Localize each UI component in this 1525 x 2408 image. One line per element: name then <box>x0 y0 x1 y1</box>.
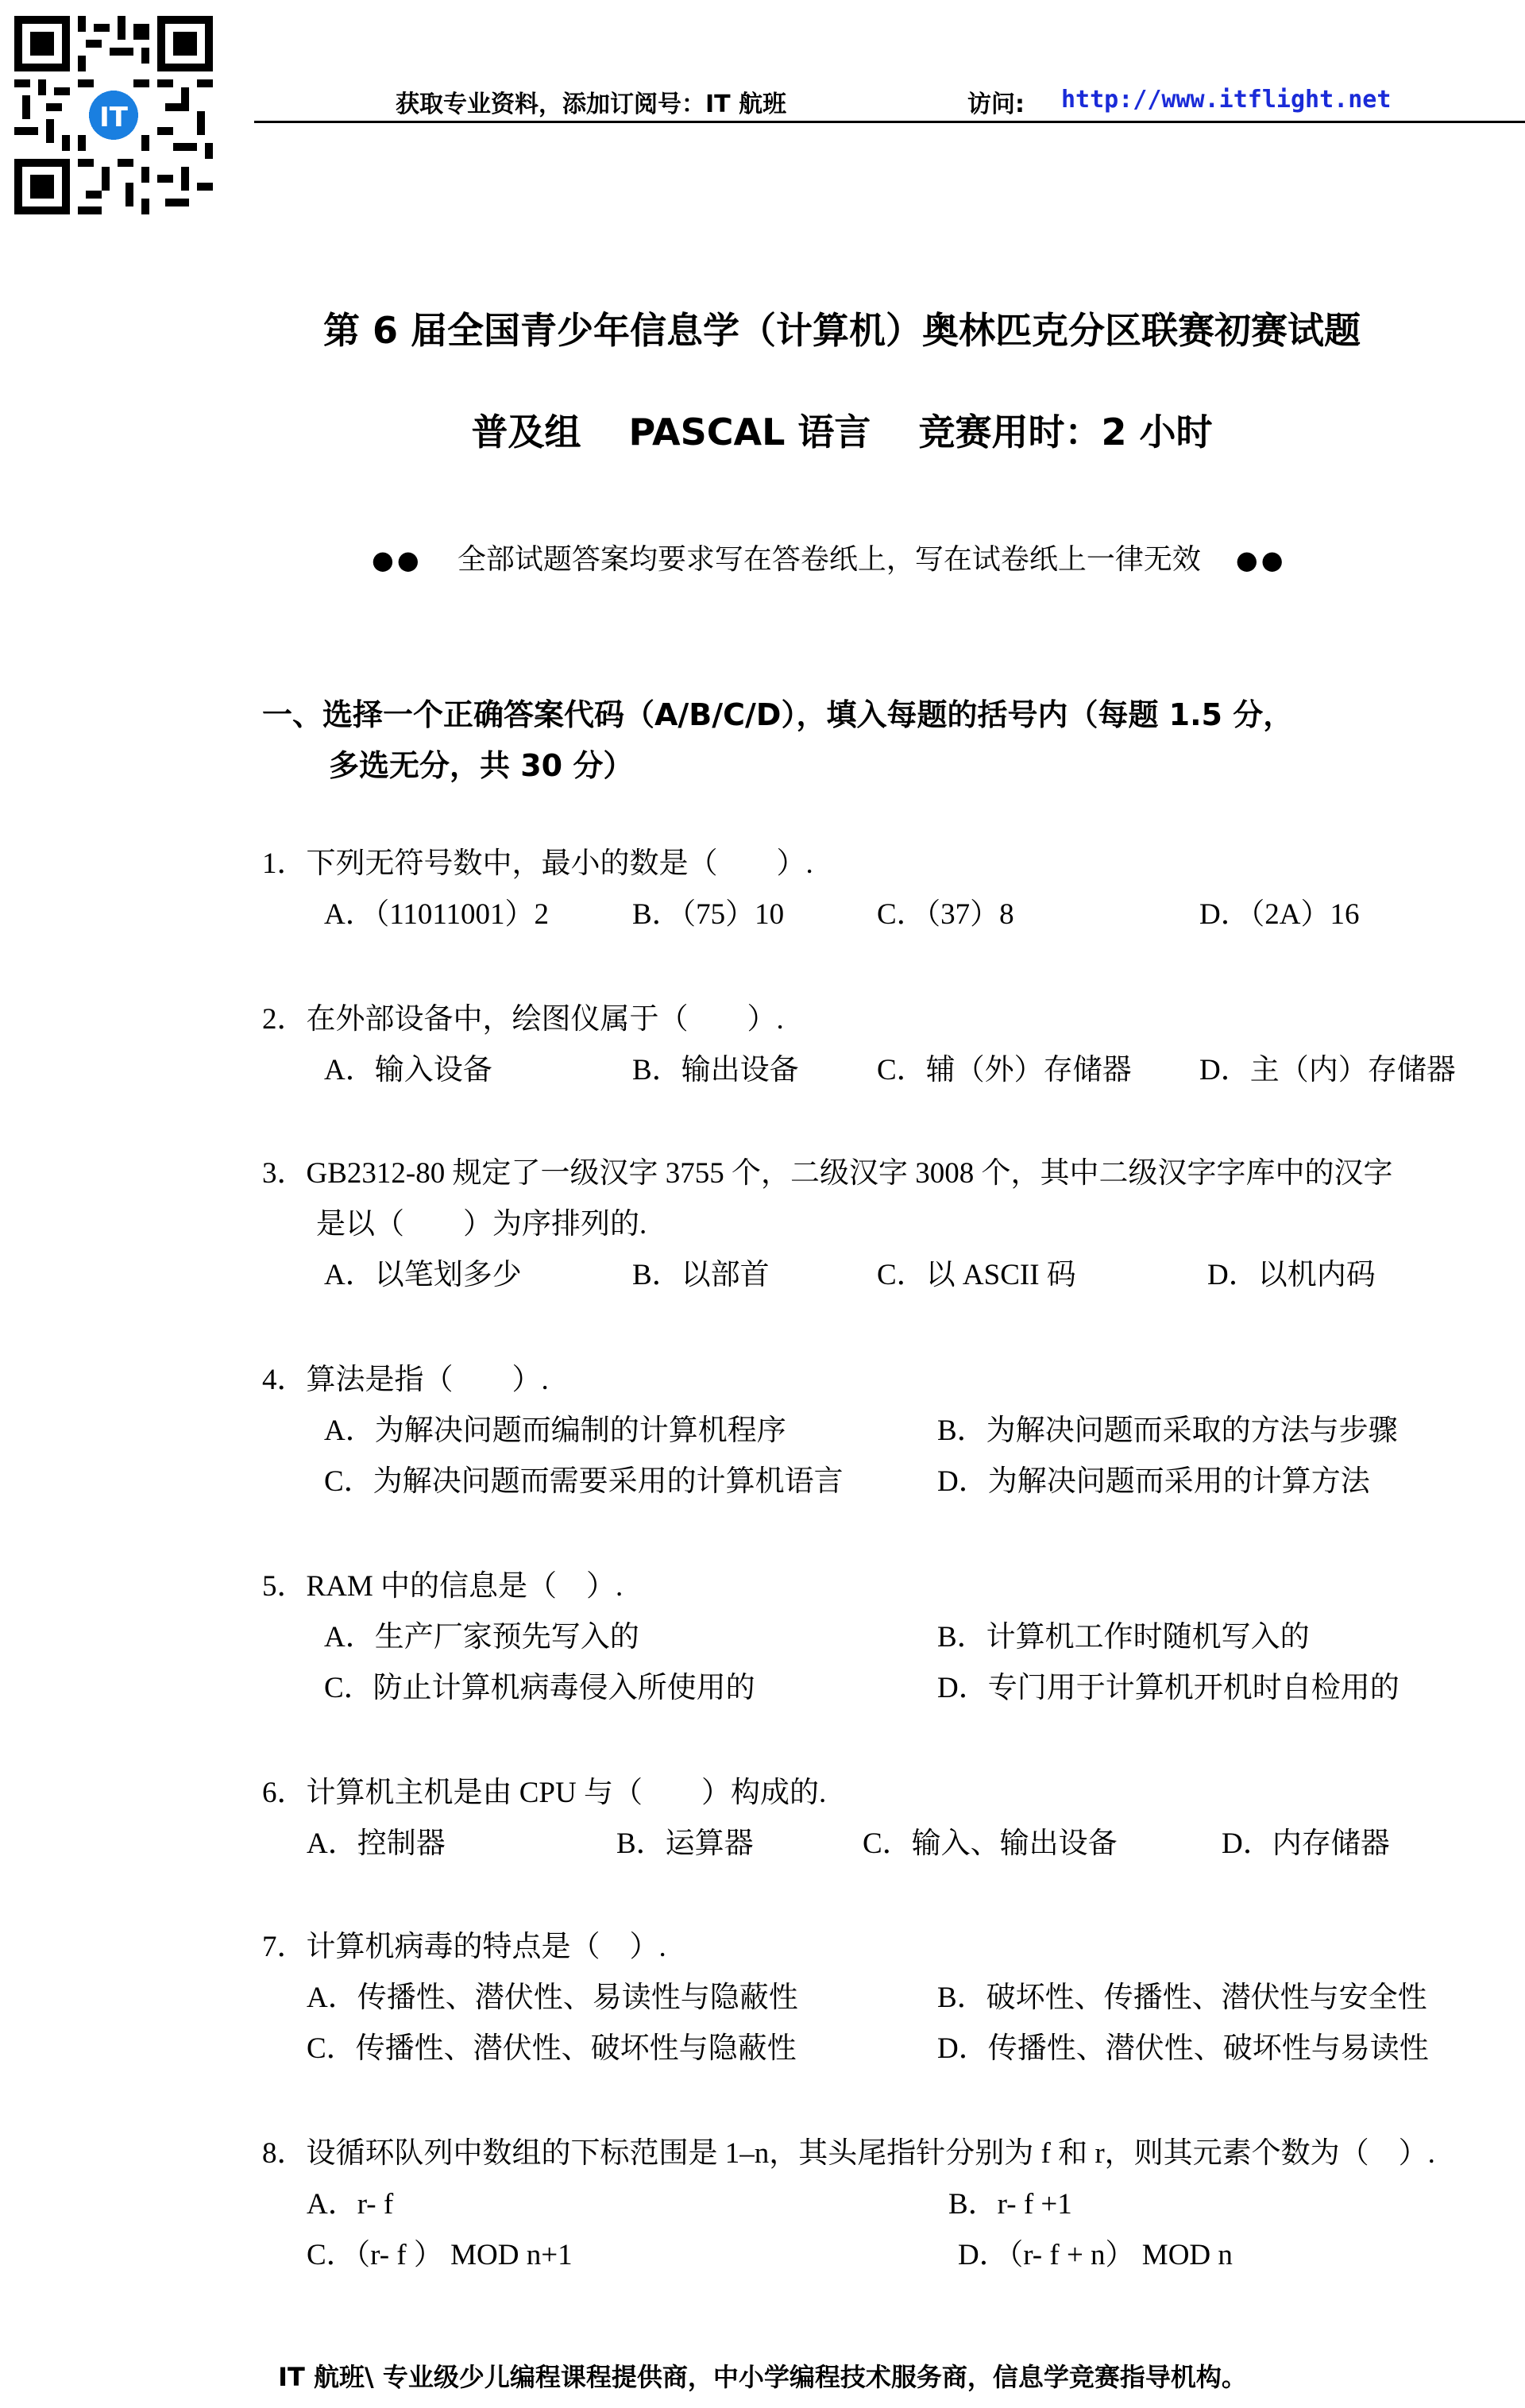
option-b[interactable]: B．为解决问题而采取的方法与步骤 <box>937 1414 1398 1447</box>
option-a[interactable]: A．（11011001）2 <box>324 898 549 931</box>
option-b[interactable]: B．（75）10 <box>632 898 785 931</box>
option-c[interactable]: C．输入、输出设备 <box>863 1827 1118 1860</box>
question-1 <box>262 839 1501 940</box>
section-heading-line2: 多选无分，共 30 分） <box>329 748 634 783</box>
option-b[interactable]: B．破坏性、传播性、潜伏性与安全性 <box>937 1982 1427 2014</box>
section-heading <box>262 689 1501 791</box>
question-5 <box>262 1561 1501 1714</box>
language-label: PASCAL 语言 <box>628 411 871 453</box>
option-c[interactable]: C．传播性、潜伏性、破坏性与隐蔽性 <box>307 2032 797 2065</box>
header-divider <box>254 121 1525 123</box>
section-heading-line1: 一、选择一个正确答案代码（A/B/C/D），填入每题的括号内（每题 1.5 分， <box>262 697 1294 732</box>
option-d[interactable]: D．内存储器 <box>1222 1827 1390 1860</box>
option-a[interactable]: A．为解决问题而编制的计算机程序 <box>324 1414 786 1447</box>
option-d[interactable]: D．为解决问题而采用的计算方法 <box>937 1465 1370 1498</box>
notice-text: 全部试题答案均要求写在答卷纸上，写在试卷纸上一律无效 <box>457 543 1201 576</box>
question-stem: 4．算法是指（ ）. <box>262 1364 549 1396</box>
site-link[interactable]: http://www.itflight.net <box>1061 86 1392 114</box>
question-3 <box>262 1148 1501 1301</box>
option-b[interactable]: B．运算器 <box>616 1827 754 1860</box>
question-8 <box>262 2128 1501 2281</box>
option-b[interactable]: B．r- f +1 <box>948 2188 1072 2221</box>
question-stem: 5．RAM 中的信息是（ ）. <box>262 1570 624 1603</box>
option-b[interactable]: B．以部首 <box>632 1259 770 1291</box>
option-b[interactable]: B．计算机工作时随机写入的 <box>937 1621 1310 1654</box>
option-d[interactable]: D．（2A）16 <box>1199 898 1360 931</box>
question-stem-continued: 是以（ ）为序排列的. <box>316 1208 647 1241</box>
bullet-dots-left: ●● <box>372 545 423 575</box>
time-label: 竞赛用时：2 小时 <box>918 411 1213 453</box>
page-footer: IT 航班\ 专业级少儿编程课程提供商，中小学编程技术服务商，信息学竞赛指导机构。 <box>278 2362 1247 2392</box>
question-4 <box>262 1355 1501 1507</box>
option-c[interactable]: C．（r- f ） MOD n+1 <box>307 2239 573 2271</box>
question-stem: 1．下列无符号数中，最小的数是（ ）. <box>262 847 813 880</box>
option-d[interactable]: D．主（内）存储器 <box>1199 1054 1456 1086</box>
option-a[interactable]: A．生产厂家预先写入的 <box>324 1621 639 1654</box>
svg-text:IT: IT <box>99 102 128 133</box>
visit-label: 访问: <box>967 91 1025 118</box>
option-a[interactable]: A．r- f <box>307 2188 394 2221</box>
question-stem: 8．设循环队列中数组的下标范围是 1–n，其头尾指针分别为 f 和 r，则其元素个数为（ ）. <box>262 2137 1435 2170</box>
answer-notice <box>372 537 1287 577</box>
option-d[interactable]: D．专门用于计算机开机时自检用的 <box>937 1672 1400 1704</box>
bullet-dots-right: ●● <box>1235 545 1287 575</box>
option-c[interactable]: C．（37）8 <box>877 898 1014 931</box>
option-a[interactable]: A．以笔划多少 <box>324 1259 522 1291</box>
option-c[interactable]: C．防止计算机病毒侵入所使用的 <box>324 1672 755 1704</box>
option-c[interactable]: C．以 ASCII 码 <box>877 1259 1076 1291</box>
group-label: 普及组 <box>471 411 581 453</box>
option-b[interactable]: B．输出设备 <box>632 1054 799 1086</box>
option-d[interactable]: D．（r- f + n） MOD n <box>958 2239 1233 2271</box>
option-c[interactable]: C．辅（外）存储器 <box>877 1054 1132 1086</box>
subscribe-text: 获取专业资料，添加订阅号：IT 航班 <box>396 91 787 118</box>
question-stem: 7．计算机病毒的特点是（ ）. <box>262 1931 666 1963</box>
option-a[interactable]: A．输入设备 <box>324 1054 492 1086</box>
qr-code-icon <box>14 16 213 214</box>
page-header <box>254 84 1525 124</box>
option-d[interactable]: D．以机内码 <box>1207 1259 1376 1291</box>
question-stem: 2．在外部设备中，绘图仪属于（ ）. <box>262 1003 784 1036</box>
question-2 <box>262 994 1501 1096</box>
exam-subtitle <box>79 403 1525 456</box>
question-stem: 6．计算机主机是由 CPU 与（ ）构成的. <box>262 1777 827 1809</box>
option-a[interactable]: A．传播性、潜伏性、易读性与隐蔽性 <box>307 1982 798 2014</box>
option-c[interactable]: C．为解决问题而需要采用的计算机语言 <box>324 1465 844 1498</box>
question-stem: 3．GB2312-80 规定了一级汉字 3755 个，二级汉字 3008 个，其中二级汉字字库中的汉字 <box>262 1157 1393 1190</box>
question-6 <box>262 1768 1501 1870</box>
question-7 <box>262 1922 1501 2074</box>
option-a[interactable]: A．控制器 <box>307 1827 446 1860</box>
exam-title: 第 6 届全国青少年信息学（计算机）奥林匹克分区联赛初赛试题 <box>322 309 1361 352</box>
option-d[interactable]: D．传播性、潜伏性、破坏性与易读性 <box>937 2032 1429 2065</box>
